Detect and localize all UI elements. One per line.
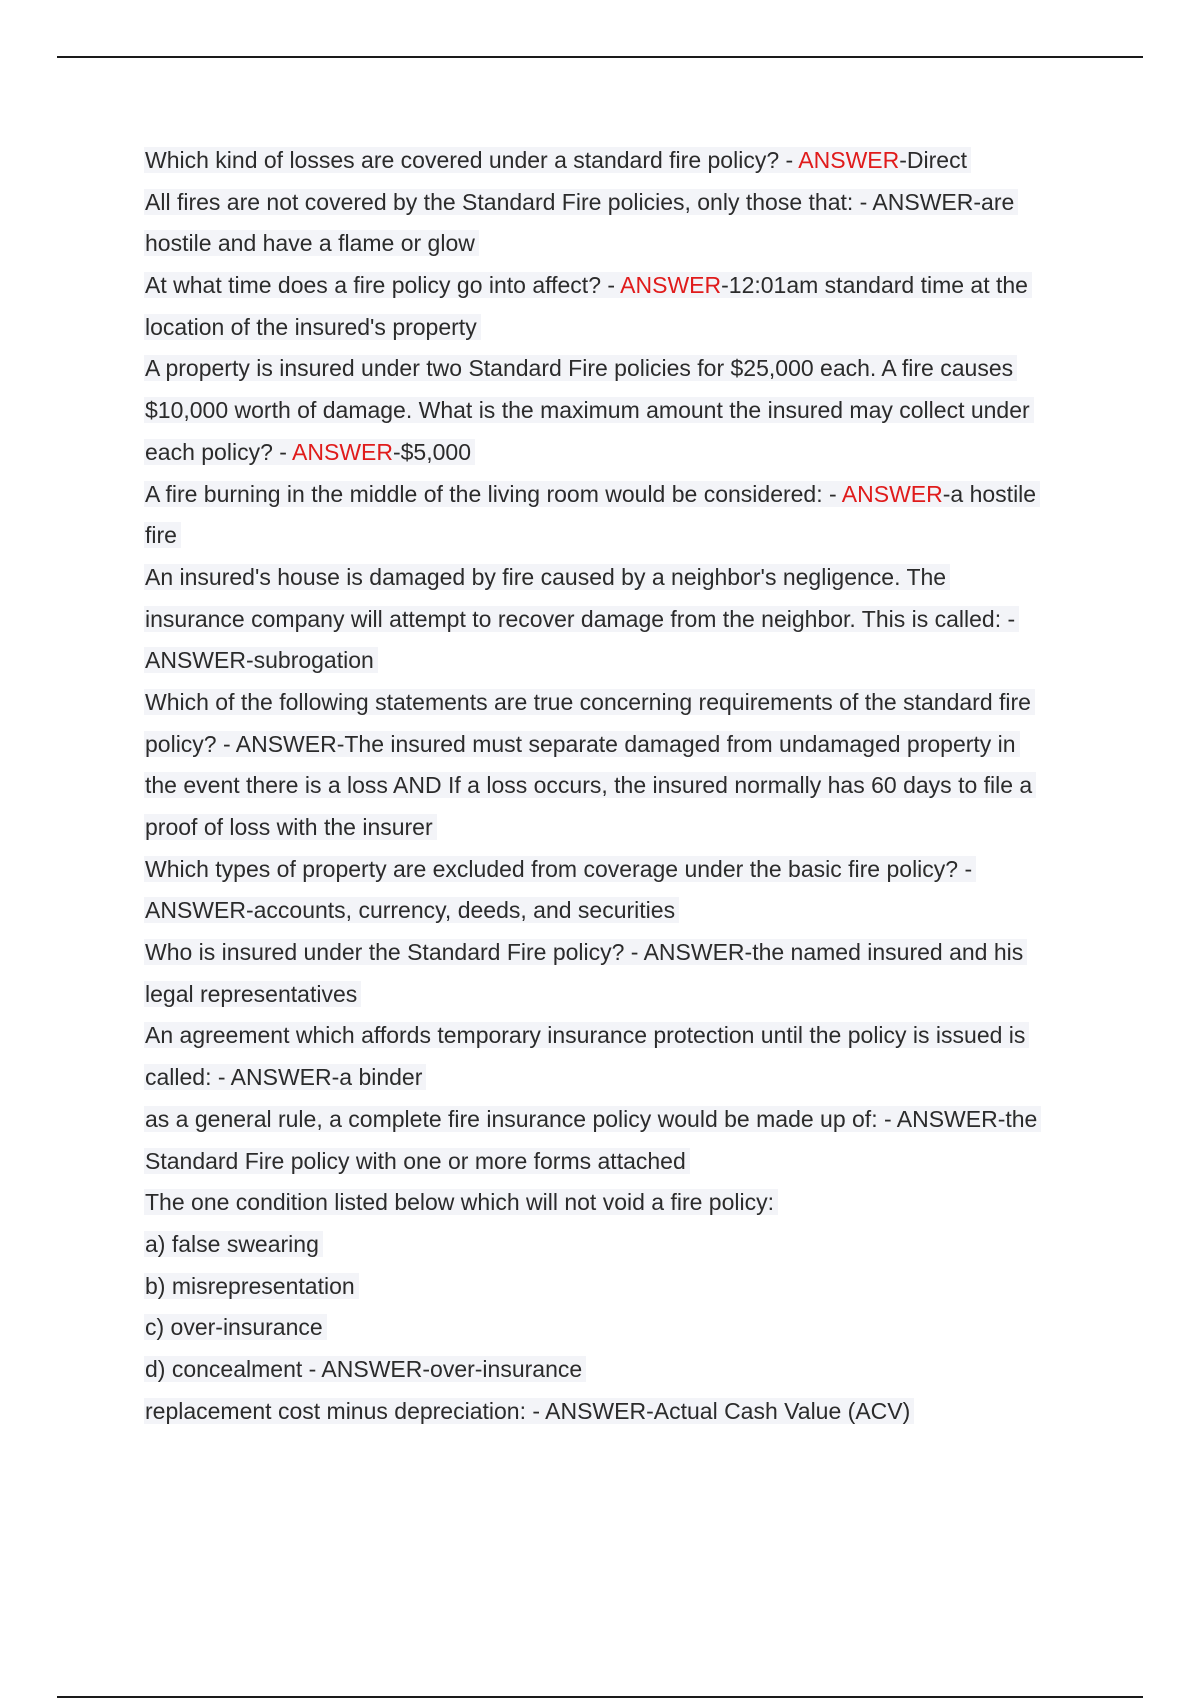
text-line [145, 849, 1090, 891]
line-text-pre: hostile and have a flame or glow [145, 230, 475, 257]
text-line [145, 1307, 1090, 1349]
line-text-pre: a) false swearing [145, 1230, 319, 1257]
line-text [144, 939, 1027, 965]
line-text-pre: An insured's house is damaged by fire caused by a neighbor's negligence. The [145, 563, 947, 590]
answer-label: ANSWER [798, 147, 900, 173]
line-text-pre: An agreement which affords temporary insurance protection until the policy is issued is [145, 1022, 1026, 1049]
text-line [145, 1141, 1090, 1183]
line-text [144, 1231, 323, 1257]
line-text [144, 272, 1032, 298]
text-line [145, 724, 1090, 766]
line-text-pre: A fire burning in the middle of the living room would be considered: - [145, 480, 842, 507]
answer-label: ANSWER [841, 480, 943, 507]
line-text [144, 1106, 1041, 1132]
top-rule [57, 56, 1143, 58]
line-text [144, 147, 971, 173]
text-line [145, 1391, 1090, 1433]
line-text [144, 731, 1020, 757]
line-text-pre: policy? - ANSWER-The insured must separate damaged from undamaged property in [145, 730, 1016, 757]
text-line [145, 1224, 1090, 1266]
line-text-post: -a hostile [942, 480, 1037, 507]
line-text-pre: At what time does a fire policy go into affect? - [145, 272, 621, 299]
line-text [144, 397, 1034, 423]
text-line [145, 348, 1090, 390]
line-text-post: -$5,000 [392, 438, 471, 465]
line-text-pre: proof of loss with the insurer [145, 814, 433, 840]
line-text [144, 1314, 327, 1340]
line-text [144, 1273, 359, 1299]
text-line [145, 1057, 1090, 1099]
text-line [145, 890, 1090, 932]
line-text [144, 814, 437, 840]
line-text-pre: Which types of property are excluded from coverage under the basic fire policy? - [145, 855, 973, 882]
text-line [145, 974, 1090, 1016]
line-text [144, 1148, 690, 1174]
text-line [145, 1349, 1090, 1391]
text-line [145, 265, 1090, 307]
line-text [144, 1398, 914, 1424]
line-text [144, 606, 1019, 632]
text-line [145, 807, 1090, 849]
text-line [145, 1182, 1090, 1224]
text-line [145, 223, 1090, 265]
line-text-pre: insurance company will attempt to recover damage from the neighbor. This is called: - [145, 605, 1016, 632]
text-line [145, 1015, 1090, 1057]
line-text-pre: Standard Fire policy with one or more forms attached [145, 1147, 686, 1174]
text-line [145, 307, 1090, 349]
line-text [144, 439, 475, 465]
line-text-pre: each policy? - [145, 438, 293, 465]
line-text-pre: called: - ANSWER-a binder [145, 1064, 423, 1091]
line-text-pre: b) misrepresentation [145, 1272, 355, 1299]
line-text [144, 856, 976, 882]
line-text-pre: location of the insured's property [145, 313, 477, 340]
line-text-pre: Who is insured under the Standard Fire policy? - ANSWER-the named insured and his [145, 939, 1024, 966]
text-line [145, 640, 1090, 682]
bottom-rule [57, 1696, 1143, 1698]
line-text [144, 1022, 1029, 1048]
text-line [145, 1099, 1090, 1141]
line-text-pre: A property is insured under two Standard Fire policies for $25,000 each. A fire causes [145, 355, 1014, 382]
text-line [145, 765, 1090, 807]
text-line [145, 474, 1090, 516]
document-body [145, 140, 1090, 1432]
line-text [144, 522, 181, 548]
text-line [145, 390, 1090, 432]
text-line [145, 599, 1090, 641]
line-text-pre: fire [145, 522, 177, 549]
line-text-post: -12:01am standard time at the [721, 272, 1028, 299]
line-text [144, 647, 378, 673]
line-text-post: -Direct [899, 147, 967, 173]
line-text [144, 189, 1018, 215]
text-line [145, 432, 1090, 474]
line-text-pre: The one condition listed below which will not void a fire policy: [145, 1189, 774, 1216]
line-text-pre: c) over-insurance [145, 1314, 323, 1341]
text-line [145, 557, 1090, 599]
line-text [144, 355, 1017, 381]
line-text [144, 1356, 586, 1382]
line-text [144, 981, 361, 1007]
answer-label: ANSWER [292, 438, 393, 465]
line-text [144, 772, 1036, 798]
line-text-pre: the event there is a loss AND If a loss occurs, the insured normally has 60 days to file a [145, 772, 1033, 799]
text-line [145, 1266, 1090, 1308]
line-text-pre: as a general rule, a complete fire insurance policy would be made up of: - ANSWER-the [145, 1105, 1038, 1132]
qa-lines [145, 140, 1090, 1432]
line-text [144, 314, 481, 340]
line-text [144, 689, 1035, 715]
line-text-pre: ANSWER-subrogation [145, 647, 374, 674]
line-text-pre: ANSWER-accounts, currency, deeds, and securities [145, 897, 676, 924]
text-line [145, 140, 1090, 182]
answer-label: ANSWER [620, 272, 722, 299]
line-text [144, 1189, 778, 1215]
text-line [145, 515, 1090, 557]
line-text-pre: Which of the following statements are true concerning requirements of the standard fire [145, 688, 1031, 715]
line-text-pre: d) concealment - ANSWER-over-insurance [145, 1355, 583, 1382]
line-text-pre: Which kind of losses are covered under a standard fire policy? - [145, 147, 799, 173]
line-text [144, 1064, 426, 1090]
line-text [144, 230, 479, 256]
text-line [145, 932, 1090, 974]
text-line [145, 182, 1090, 224]
line-text-pre: replacement cost minus depreciation: - ANSWER-Actual Cash Value (ACV) [145, 1397, 911, 1424]
text-line [145, 682, 1090, 724]
line-text [144, 897, 679, 923]
line-text-pre: All fires are not covered by the Standard Fire policies, only those that: - ANSWER-are [145, 188, 1015, 215]
line-text-pre: $10,000 worth of damage. What is the maximum amount the insured may collect under [145, 397, 1030, 424]
line-text [144, 564, 950, 590]
line-text-pre: legal representatives [145, 980, 358, 1007]
line-text [144, 481, 1040, 507]
